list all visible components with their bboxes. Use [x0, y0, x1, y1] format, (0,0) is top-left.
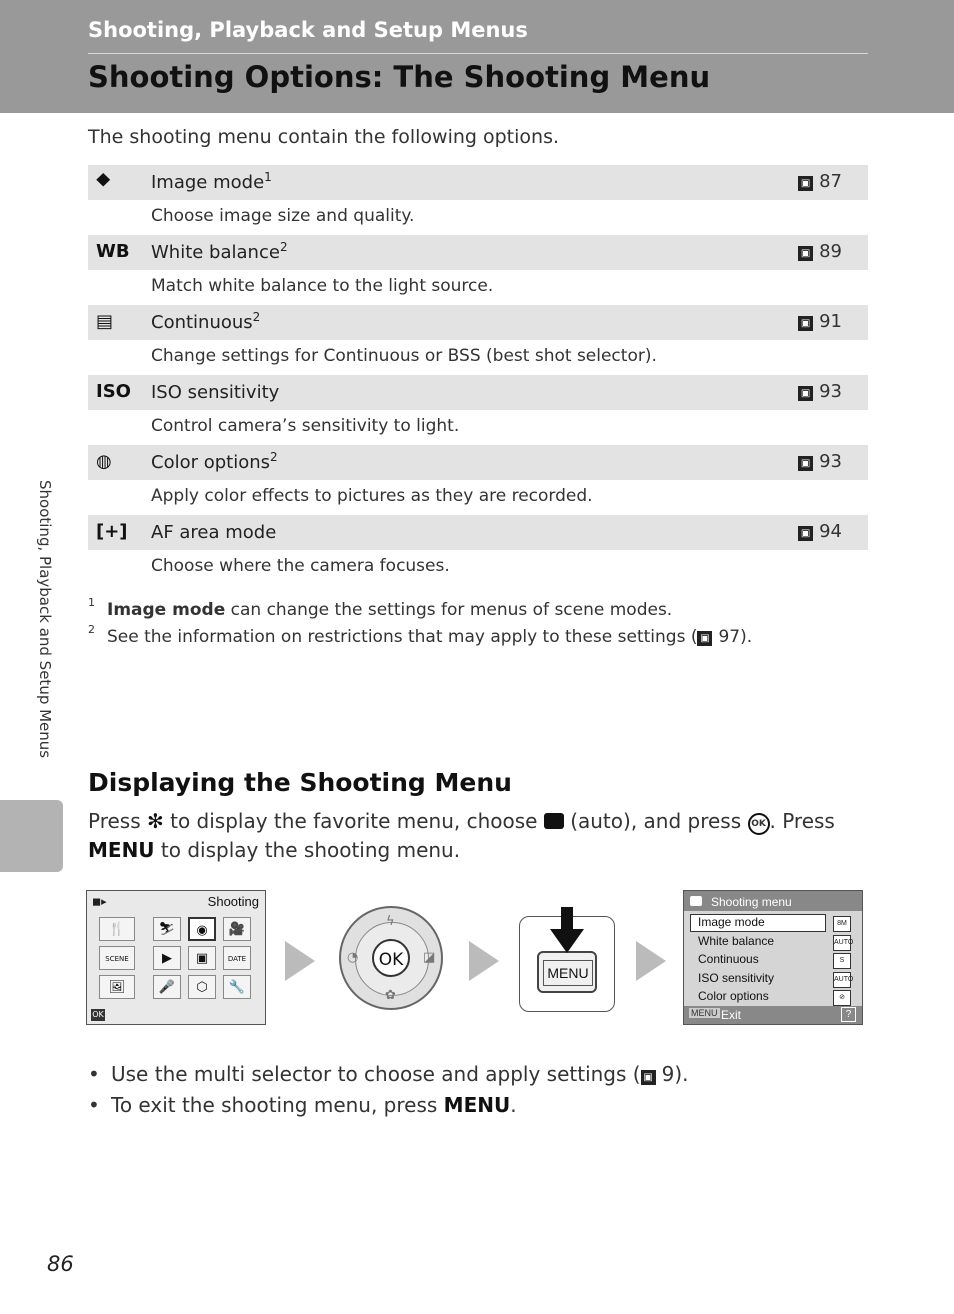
reference-book-icon: ▣ [798, 456, 813, 471]
ok-button: OK [372, 939, 410, 977]
shooting-menu-screen [683, 890, 863, 1025]
menu-grid-icon: ▣ [188, 946, 216, 970]
menu-item: ISO sensitivity [698, 970, 775, 985]
menu-key-label: MENU [543, 960, 593, 986]
self-timer-icon: ◔ [347, 950, 359, 965]
side-label: Shooting, Playback and Setup Menus [36, 480, 54, 759]
menu-item: White balance [698, 933, 775, 948]
section-title: Shooting, Playback and Setup Menus [88, 18, 528, 42]
menu-grid-icon: 🍴 [99, 917, 135, 941]
header-rule [88, 53, 868, 54]
step-arrow-icon [469, 941, 499, 981]
option-description: Control camera’s sensitivity to light. [151, 416, 460, 436]
page-title: Shooting Options: The Shooting Menu [88, 60, 711, 94]
ok-button-icon: OK [748, 813, 770, 835]
option-name: AF area mode [151, 522, 277, 543]
reference-book-icon: ▣ [641, 1070, 656, 1085]
continuous-icon: ▤ [96, 311, 114, 332]
menu-key-icon: MENU [691, 1008, 718, 1018]
menu-item-setting-icon: AUTO [833, 935, 851, 951]
option-description: Choose where the camera focuses. [151, 556, 450, 576]
menu-grid-icon: ◉ [188, 917, 216, 941]
flash-icon: ϟ [386, 914, 395, 929]
menu-item: Color options [698, 989, 769, 1003]
option-description: Change settings for Continuous or BSS (best shot selector). [151, 346, 657, 366]
menu-grid-icon: SCENE [99, 946, 135, 970]
reference-book-icon: ▣ [798, 246, 813, 261]
option-name: White balance$^2$ [151, 240, 288, 263]
reference-book-icon: ▣ [798, 526, 813, 541]
auto-mode-camera-icon [544, 813, 564, 829]
options-table [88, 165, 868, 585]
menu-grid-icon: ⬡ [188, 975, 216, 999]
option-page-ref: ▣ 94 [798, 521, 842, 542]
menu-grid-icon: 🔧 [223, 975, 251, 999]
favorite-menu-title: Shooting [207, 894, 259, 909]
page-header [0, 0, 954, 113]
option-row [88, 375, 868, 410]
option-description: Choose image size and quality. [151, 206, 415, 226]
option-row [88, 445, 868, 480]
menu-grid-icon: ⛷ [153, 917, 181, 941]
menu-item-setting-icon: S [833, 953, 851, 969]
step-arrow-icon [636, 941, 666, 981]
image-mode-icon: ⯁ [96, 171, 111, 192]
color-options-icon: ◍ [96, 451, 112, 472]
macro-icon: ✿ [385, 988, 396, 1003]
option-name: Color options$^2$ [151, 450, 278, 473]
instruction-paragraph: Press ✻ to display the favorite menu, choose (auto), and press OK . Press MENU to display the shooting menu. [88, 809, 835, 862]
option-row [88, 515, 868, 550]
menu-grid-icon: DATE [223, 946, 251, 970]
ok-icon: OK [92, 1010, 104, 1019]
option-page-ref: ▣ 93 [798, 451, 842, 472]
option-name: ISO sensitivity [151, 382, 280, 403]
help-icon: ? [841, 1007, 856, 1022]
menu-item-setting-icon: 8M [833, 916, 851, 932]
side-tab [0, 800, 63, 872]
option-row [88, 305, 868, 340]
camera-mode-icon: ◼▸ [92, 895, 107, 908]
menu-item: Continuous [698, 952, 759, 966]
favorite-menu-screen [86, 890, 266, 1025]
menu-item: Image mode [698, 915, 765, 929]
option-description: Apply color effects to pictures as they are recorded. [151, 486, 593, 506]
reference-book-icon: ▣ [798, 176, 813, 191]
menu-grid-icon: 🖼 [99, 975, 135, 999]
iso-icon: ISO [96, 381, 131, 402]
option-name: Image mode$^1$ [151, 170, 272, 193]
footnote-bold: Image mode [107, 600, 226, 620]
intro-text: The shooting menu contain the following options. [88, 126, 560, 148]
menu-button-icon: MENU [443, 1093, 511, 1117]
option-row [88, 165, 868, 200]
option-page-ref: ▣ 87 [798, 171, 842, 192]
camera-icon [690, 896, 702, 906]
option-name: Continuous$^2$ [151, 310, 261, 333]
reference-book-icon: ▣ [798, 316, 813, 331]
menu-grid-icon: ▶ [153, 946, 181, 970]
exposure-compensation-icon: ◪ [423, 950, 436, 965]
favorite-menu-icon: ✻ [147, 809, 164, 833]
white-balance-icon: WB [96, 241, 130, 262]
menu-item-setting-icon: ⊘ [833, 990, 851, 1006]
af-area-icon: [+] [96, 521, 128, 542]
option-row [88, 235, 868, 270]
menu-grid-icon: 🎤 [153, 975, 181, 999]
subsection-heading: Displaying the Shooting Menu [88, 768, 512, 797]
menu-grid-icon: 🎥 [223, 917, 251, 941]
press-arrow-icon [550, 907, 584, 953]
option-description: Match white balance to the light source. [151, 276, 494, 296]
reference-book-icon: ▣ [697, 631, 712, 646]
option-page-ref: ▣ 91 [798, 311, 842, 332]
option-page-ref: ▣ 93 [798, 381, 842, 402]
step-arrow-icon [285, 941, 315, 981]
menu-button-icon: MENU [88, 838, 155, 862]
reference-book-icon: ▣ [798, 386, 813, 401]
multi-selector [339, 906, 443, 1010]
page-number: 86 [47, 1252, 74, 1276]
shooting-menu-title: Shooting menu [711, 895, 792, 909]
option-page-ref: ▣ 89 [798, 241, 842, 262]
menu-item-setting-icon: AUTO [833, 972, 851, 988]
exit-label: Exit [721, 1008, 742, 1022]
